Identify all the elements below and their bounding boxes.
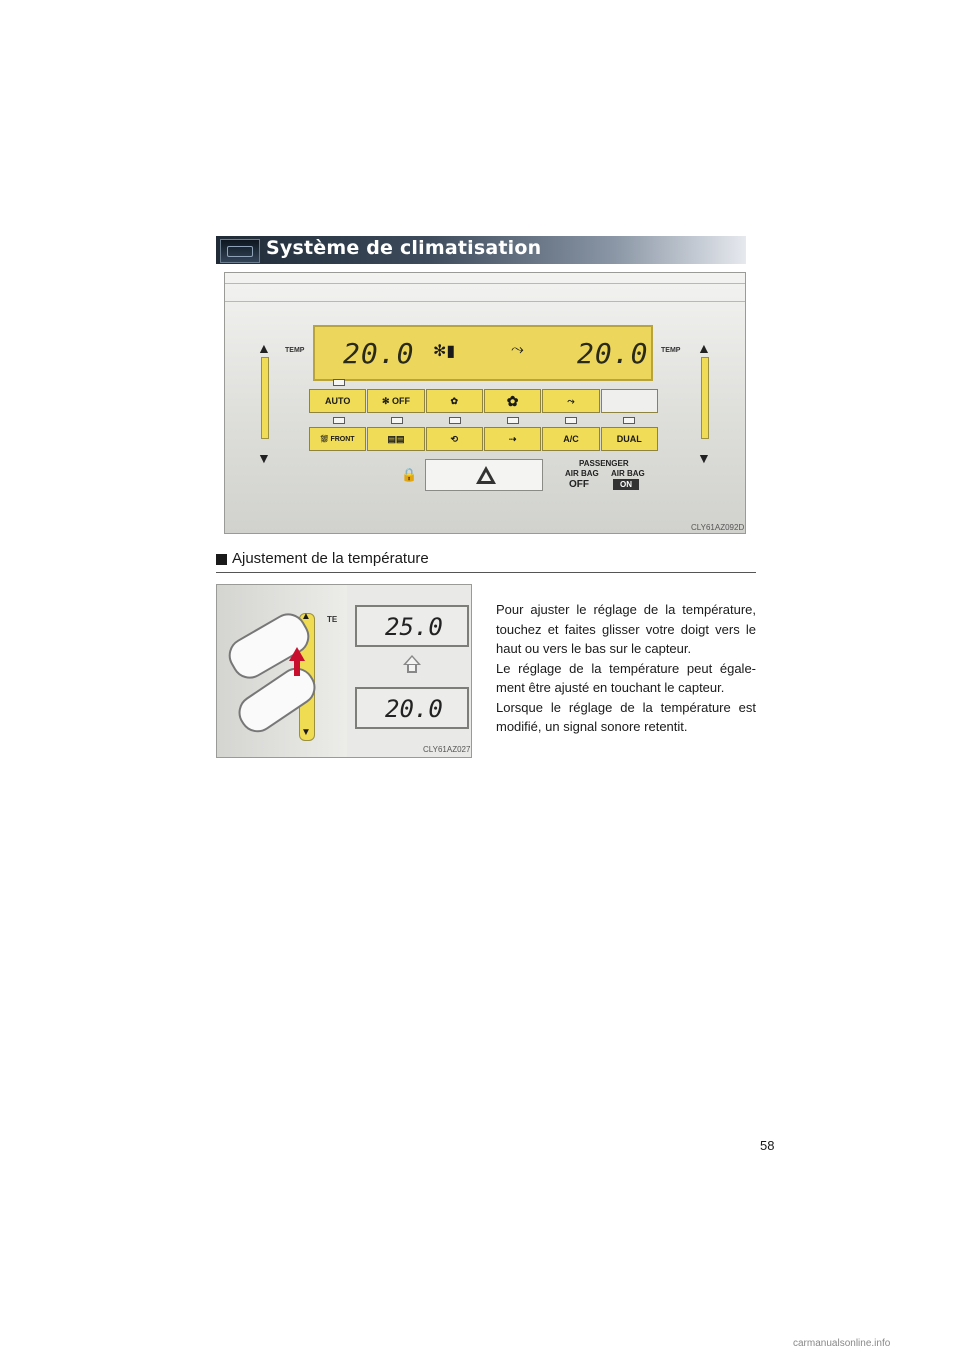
temp-screen-after — [355, 605, 469, 647]
chevron-up-icon: ▲ — [697, 340, 711, 356]
paragraph: Pour ajuster le réglage de la température, touchez et faites glisser votre doigt vers le haut ou vers le bas sur le capteur. — [496, 602, 756, 656]
climate-section-icon — [220, 239, 260, 263]
up-arrow-outline-icon — [403, 655, 421, 665]
rear-defrost-button[interactable] — [367, 427, 424, 451]
temp-before: 20.0 — [385, 695, 443, 723]
chevron-up-icon: ▲ — [301, 611, 311, 622]
chevron-down-icon: ▼ — [257, 450, 271, 466]
indicator-led — [623, 417, 635, 424]
button-row-1 — [309, 389, 659, 413]
square-bullet-icon — [216, 554, 227, 565]
red-arrow-stem — [294, 660, 300, 676]
hazard-icon — [476, 466, 496, 484]
fresh-air-button[interactable] — [484, 427, 541, 451]
page-number: 58 — [760, 1138, 775, 1153]
fan-high-icon: ✿ — [506, 392, 519, 409]
fan-off-button[interactable] — [367, 389, 424, 413]
temp-left-readout: 20.0 — [343, 337, 415, 370]
climate-panel-figure — [224, 272, 746, 534]
chevron-up-icon: ▲ — [257, 340, 271, 356]
temp-adjust-figure — [216, 584, 472, 758]
airbag-off-label: OFF — [569, 479, 589, 490]
fan-high-button[interactable] — [484, 389, 541, 413]
temp-right-readout: 20.0 — [577, 337, 649, 370]
button-row-2 — [309, 427, 659, 451]
temp-slider-right[interactable] — [701, 357, 709, 439]
indicator-led — [391, 417, 403, 424]
subsection-heading — [216, 550, 756, 573]
climate-display — [313, 325, 653, 381]
windshield-defrost-icon: ⛆ — [320, 433, 328, 444]
indicator-led — [449, 417, 461, 424]
indicator-led — [333, 417, 345, 424]
auto-button[interactable]: AUTO — [309, 389, 366, 413]
body-text — [496, 600, 756, 737]
temp-slider-left[interactable] — [261, 357, 269, 439]
airbag-label-right: AIR BAG — [611, 469, 645, 478]
blank-button[interactable] — [601, 389, 658, 413]
fresh-air-icon: ⇢ — [508, 433, 517, 444]
airflow-icon: ⤳ — [567, 395, 575, 406]
up-arrow-icon — [289, 647, 305, 661]
chevron-down-icon: ▼ — [697, 450, 711, 466]
airbag-on-badge: ON — [613, 479, 639, 490]
airflow-mode-icon: ⤳ — [511, 341, 524, 358]
airbag-label-left: AIR BAG — [565, 469, 599, 478]
fan-off-label: OFF — [392, 396, 411, 406]
front-label: FRONT — [330, 435, 355, 443]
door-lock-icon: 🔒 — [401, 467, 418, 482]
dual-button[interactable]: DUAL — [601, 427, 658, 451]
paragraph: Le réglage de la température peut égale-ment être ajusté en touchant le capteur. — [496, 660, 756, 695]
up-arrow-stem — [407, 665, 417, 673]
panel-label: TE — [327, 615, 338, 624]
temp-label-left: TEMP — [285, 347, 305, 354]
figure-code: CLY61AZ092D — [691, 523, 745, 532]
indicator-led — [507, 417, 519, 424]
temp-label-right: TEMP — [661, 347, 681, 354]
ac-button[interactable]: A/C — [542, 427, 599, 451]
recirculation-button[interactable] — [426, 427, 483, 451]
section-title: Système de climatisation — [266, 237, 542, 259]
fan-icon: ✻ — [381, 395, 390, 406]
fan-speed-icon: ✻▮ — [433, 343, 456, 360]
indicator-led — [565, 417, 577, 424]
recirculation-icon: ⟲ — [450, 433, 459, 444]
panel-divider — [225, 283, 745, 284]
paragraph: Lorsque le réglage de la température est modifié, un signal sonore retentit. — [496, 699, 756, 734]
fan-low-button[interactable] — [426, 389, 483, 413]
fan-low-icon: ✿ — [450, 395, 459, 406]
passenger-label: PASSENGER — [579, 459, 629, 468]
subsection-title: Ajustement de la température — [232, 550, 429, 567]
temp-after: 25.0 — [385, 613, 443, 641]
chevron-down-icon: ▼ — [301, 727, 311, 738]
watermark: carmanualsonline.info — [793, 1338, 891, 1349]
front-defrost-button[interactable] — [309, 427, 366, 451]
airflow-button[interactable] — [542, 389, 599, 413]
hazard-button[interactable] — [425, 459, 543, 491]
figure-code: CLY61AZ027 — [423, 745, 471, 754]
temp-screen-before — [355, 687, 469, 729]
panel-divider — [225, 301, 745, 302]
rear-defrost-icon: ▤▤ — [387, 433, 405, 444]
indicator-led — [333, 379, 345, 386]
section-banner — [216, 236, 746, 264]
